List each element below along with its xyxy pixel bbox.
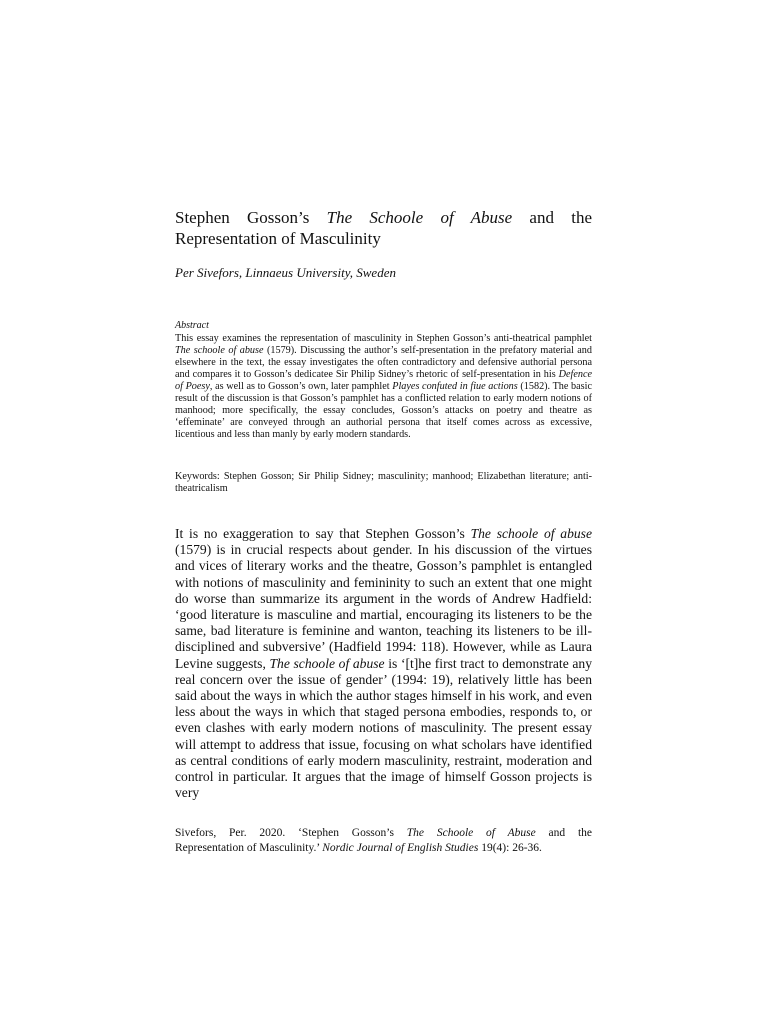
- citation-text: Sivefors, Per. 2020. ‘Stephen Gosson’s: [175, 827, 407, 839]
- body-italic: The schoole of abuse: [269, 655, 385, 671]
- citation-italic: Nordic Journal of English Studies: [322, 841, 479, 854]
- abstract-italic: The schoole of abuse: [175, 345, 264, 356]
- abstract-text: (1579). Discussing the author’s self-presentation in the prefatory material and elsewhere in the text, the essay investigates the often contradictory and defensive authorial persona and compares it to Gosson’s dedicatee Sir Philip Sidney’s rhetoric of self-presentation in his: [175, 345, 592, 380]
- body-text: is ‘[t]he first tract to demonstrate any real concern over the issue of gender’ (1994: 19), relatively little has been said about the ways in which the author stages himself in his work, and even less about the ways in which that staged persona embodies, responds to, or even clashes with early modern notions of masculinity. The present essay will attempt to address that issue, focusing on what scholars have identified as central conditions of early modern masculinity, restraint, moderation and control in particular. It argues that the image of himself Gosson projects is very: [175, 655, 592, 801]
- abstract-text: This essay examines the representation of masculinity in Stephen Gosson’s anti-theatrical pamphlet: [175, 333, 592, 344]
- abstract-heading: Abstract: [175, 320, 209, 331]
- title-line-1: [175, 207, 592, 228]
- citation-line-2: [175, 841, 592, 856]
- citation-footer: [175, 826, 592, 855]
- author-affiliation: Per Sivefors, Linnaeus University, Sweden: [175, 265, 396, 280]
- body-italic: The schoole of abuse: [470, 526, 592, 541]
- abstract-italic: Playes confuted in fiue actions: [392, 381, 518, 392]
- abstract-text: , as well as to Gosson’s own, later pamphlet: [209, 381, 393, 392]
- title-italic-work: The Schoole of Abuse: [326, 208, 513, 227]
- body-paragraph: [175, 526, 592, 801]
- title-line-2: Representation of Masculinity: [175, 229, 381, 248]
- article-title: [175, 207, 592, 249]
- citation-text: and the: [535, 827, 592, 839]
- citation-italic: The Schoole of Abuse: [406, 827, 536, 839]
- title-text: and the: [512, 208, 592, 227]
- body-text: It is no exaggeration to say that Stephen Gosson’s: [175, 526, 471, 541]
- abstract-body: [175, 333, 592, 441]
- citation-text: 19(4): 26-36.: [478, 841, 542, 854]
- title-text: Stephen Gosson’s: [175, 208, 327, 227]
- abstract-text: (1582). The basic result of the discussion is that Gosson’s pamphlet has a conflicted relation to early modern notions of manhood; more specifically, the essay concludes, Gosson’s attacks on poetry and theatre as ‘effeminate’ are conveyed through an authorial persona that itself comes across as excessive, licentious and less than manly by early modern standards.: [175, 381, 592, 440]
- citation-text: Representation of Masculinity.’: [175, 841, 323, 854]
- body-text: (1579) is in crucial respects about gender. In his discussion of the virtues and vices of literary works and the theatre, Gosson’s pamphlet is entangled with notions of masculinity and femininity to such an extent that one might do worse than summarize its argument in the words of Andrew Hadfield: ‘good literature is masculine and martial, encouraging its listeners to be the same, bad literature is feminine and wanton, teaching its listeners to be ill-disciplined and subversive’ (Hadfield 1994: 118). However, while as Laura Levine suggests,: [175, 542, 592, 671]
- keywords: Keywords: Stephen Gosson; Sir Philip Sidney; masculinity; manhood; Elizabethan literature; anti-theatricalism: [175, 471, 592, 494]
- citation-line-1: [175, 826, 592, 841]
- abstract-italic: Defence of Poesy: [175, 369, 592, 392]
